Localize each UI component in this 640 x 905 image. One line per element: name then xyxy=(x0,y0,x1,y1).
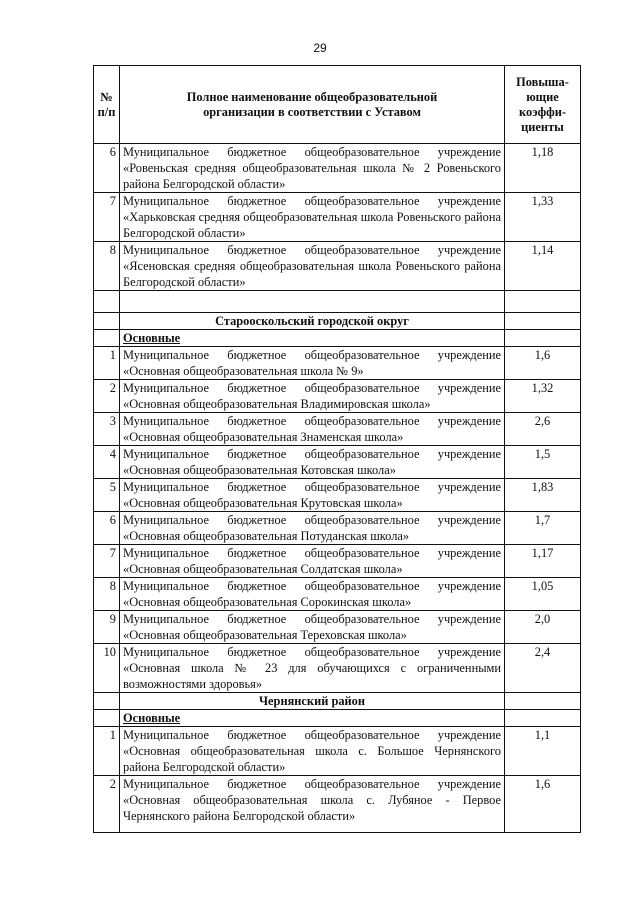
row-coef: 1,18 xyxy=(505,144,581,193)
row-name: Муниципальное бюджетное общеобразовательное учреждение «Основная общеобразовательная Котовская школа» xyxy=(120,446,505,479)
table-row xyxy=(94,347,581,380)
table-row xyxy=(94,776,581,833)
table-row xyxy=(94,644,581,693)
empty-cell xyxy=(94,313,120,330)
section-row xyxy=(94,693,581,710)
row-coef: 1,83 xyxy=(505,479,581,512)
table-row xyxy=(94,611,581,644)
row-name: Муниципальное бюджетное общеобразовательное учреждение «Основная общеобразовательная Крутовская школа» xyxy=(120,479,505,512)
empty-cell xyxy=(94,693,120,710)
table-row xyxy=(94,413,581,446)
row-coef: 1,1 xyxy=(505,727,581,776)
empty-cell xyxy=(120,291,505,313)
subsection-row xyxy=(94,710,581,727)
row-num: 7 xyxy=(94,193,120,242)
row-name: Муниципальное бюджетное общеобразовательное учреждение «Ровеньская средняя общеобразовательная школа № 2 Ровеньского района Белгородской области» xyxy=(120,144,505,193)
row-name: Муниципальное бюджетное общеобразовательное учреждение «Основная общеобразовательная Потуданская школа» xyxy=(120,512,505,545)
empty-cell xyxy=(505,313,581,330)
empty-cell xyxy=(505,710,581,727)
section-title: Чернянский район xyxy=(120,693,505,710)
row-coef: 1,5 xyxy=(505,446,581,479)
table-row xyxy=(94,578,581,611)
row-num: 5 xyxy=(94,479,120,512)
row-num: 1 xyxy=(94,347,120,380)
row-num: 3 xyxy=(94,413,120,446)
table-row xyxy=(94,144,581,193)
header-coef: Повыша-ющие коэффи-циенты xyxy=(505,66,581,144)
coefficients-table xyxy=(93,65,581,833)
subsection-title: Основные xyxy=(120,710,505,727)
row-num: 2 xyxy=(94,776,120,833)
empty-cell xyxy=(505,291,581,313)
row-name: Муниципальное бюджетное общеобразовательное учреждение «Ясеновская средняя общеобразовательная школа Ровеньского района Белгородской области» xyxy=(120,242,505,291)
subsection-title: Основные xyxy=(120,330,505,347)
row-name: Муниципальное бюджетное общеобразовательное учреждение «Основная общеобразовательная Владимировская школа» xyxy=(120,380,505,413)
row-coef: 1,17 xyxy=(505,545,581,578)
row-coef: 1,14 xyxy=(505,242,581,291)
section-title: Старооскольский городской округ xyxy=(120,313,505,330)
row-coef: 2,4 xyxy=(505,644,581,693)
row-name: Муниципальное бюджетное общеобразовательное учреждение «Основная общеобразовательная Тереховская школа» xyxy=(120,611,505,644)
empty-cell xyxy=(505,693,581,710)
empty-cell xyxy=(94,330,120,347)
table-header-row xyxy=(94,66,581,144)
row-num: 6 xyxy=(94,144,120,193)
row-coef: 1,7 xyxy=(505,512,581,545)
row-num: 1 xyxy=(94,727,120,776)
header-num: № п/п xyxy=(94,66,120,144)
table-row xyxy=(94,545,581,578)
row-num: 4 xyxy=(94,446,120,479)
row-name: Муниципальное бюджетное общеобразовательное учреждение «Основная общеобразовательная школа с. Большое Чернянского района Белгородской области» xyxy=(120,727,505,776)
row-name: Муниципальное бюджетное общеобразовательное учреждение «Основная общеобразовательная Знаменская школа» xyxy=(120,413,505,446)
row-num: 2 xyxy=(94,380,120,413)
header-name: Полное наименование общеобразовательной организации в соответствии с Уставом xyxy=(120,66,505,144)
subsection-row xyxy=(94,330,581,347)
row-coef: 2,0 xyxy=(505,611,581,644)
row-name: Муниципальное бюджетное общеобразовательное учреждение «Основная общеобразовательная школа № 9» xyxy=(120,347,505,380)
row-coef: 1,6 xyxy=(505,776,581,833)
table-row xyxy=(94,727,581,776)
page-number: 29 xyxy=(313,41,327,55)
row-coef: 1,6 xyxy=(505,347,581,380)
empty-cell xyxy=(94,710,120,727)
row-num: 8 xyxy=(94,578,120,611)
table-row xyxy=(94,446,581,479)
row-name: Муниципальное бюджетное общеобразовательное учреждение «Основная общеобразовательная школа с. Лубяное - Первое Чернянского района Белгородской области» xyxy=(120,776,505,833)
table-row xyxy=(94,193,581,242)
row-num: 10 xyxy=(94,644,120,693)
row-coef: 1,05 xyxy=(505,578,581,611)
row-coef: 1,33 xyxy=(505,193,581,242)
row-coef: 2,6 xyxy=(505,413,581,446)
empty-cell xyxy=(505,330,581,347)
row-coef: 1,32 xyxy=(505,380,581,413)
row-num: 8 xyxy=(94,242,120,291)
row-name: Муниципальное бюджетное общеобразовательное учреждение «Основная общеобразовательная Сорокинская школа» xyxy=(120,578,505,611)
row-num: 7 xyxy=(94,545,120,578)
empty-cell xyxy=(94,291,120,313)
table-row xyxy=(94,242,581,291)
row-num: 9 xyxy=(94,611,120,644)
section-row xyxy=(94,313,581,330)
table-row xyxy=(94,512,581,545)
empty-row xyxy=(94,291,581,313)
row-name: Муниципальное бюджетное общеобразовательное учреждение «Харьковская средняя общеобразовательная школа Ровеньского района Белгородской области» xyxy=(120,193,505,242)
table-row xyxy=(94,479,581,512)
row-num: 6 xyxy=(94,512,120,545)
row-name: Муниципальное бюджетное общеобразовательное учреждение «Основная общеобразовательная Солдатская школа» xyxy=(120,545,505,578)
row-name: Муниципальное бюджетное общеобразовательное учреждение «Основная школа № 23 для обучающихся с ограниченными возможностями здоровья» xyxy=(120,644,505,693)
table-row xyxy=(94,380,581,413)
